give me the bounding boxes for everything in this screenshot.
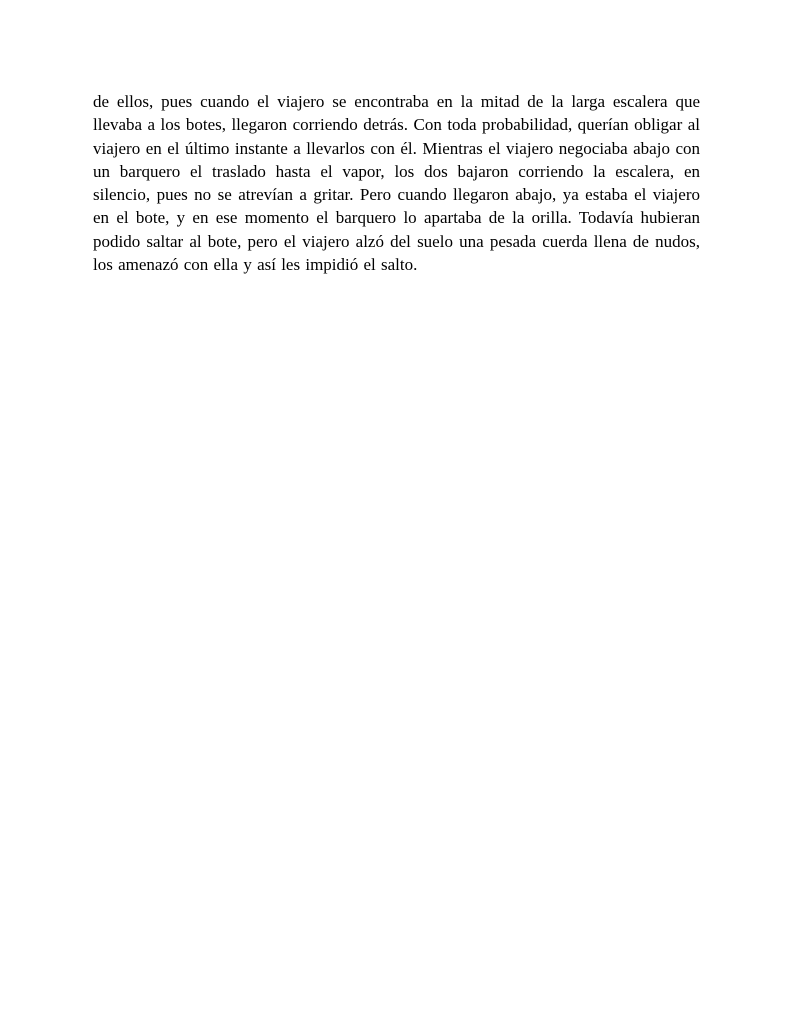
text-block <box>93 90 700 276</box>
body-paragraph: de ellos, pues cuando el viajero se encontraba en la mitad de la larga escalera que llevaba a los botes, llegaron corriendo detrás. Con toda probabilidad, querían obligar al viajero en el último instante a llevarlos con él. Mientras el viajero negociaba abajo con un barquero el traslado hasta el vapor, los dos bajaron corriendo la escalera, en silencio, pues no se atrevían a gritar. Pero cuando llegaron abajo, ya estaba el viajero en el bote, y en ese momento el barquero lo apartaba de la orilla. Todavía hubieran podido saltar al bote, pero el viajero alzó del suelo una pesada cuerda llena de nudos, los amenazó con ella y así les impidió el salto. <box>93 92 700 275</box>
